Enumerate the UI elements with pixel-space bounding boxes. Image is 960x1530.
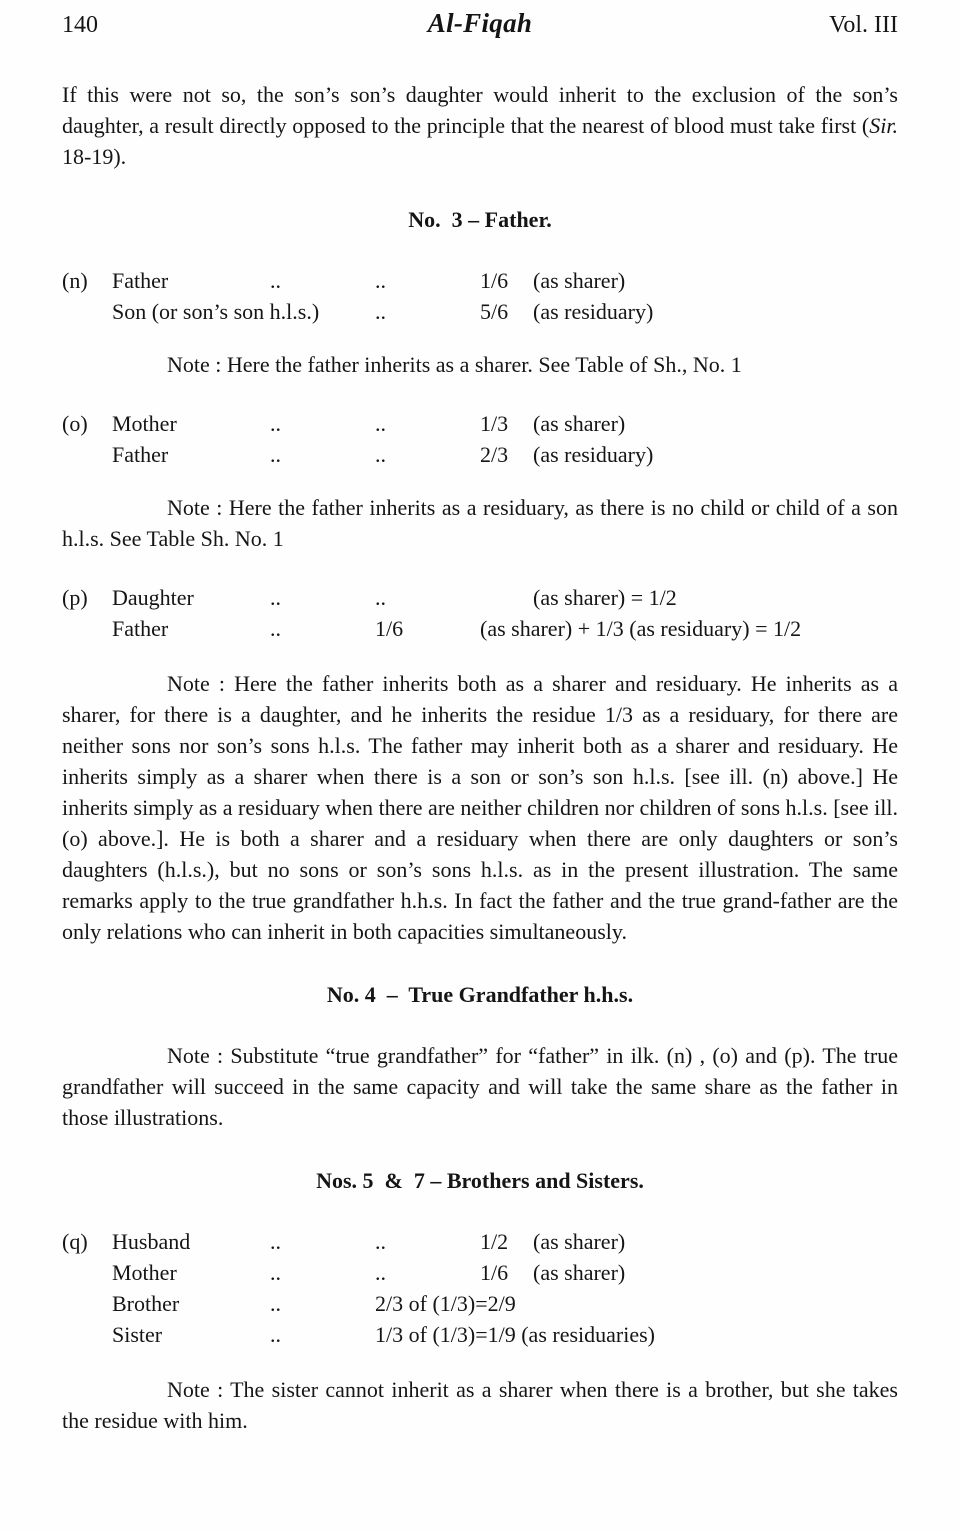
note-paragraph-q: Note : The sister cannot inherit as a sharer when there is a brother, but she takes the residue with him. — [62, 1377, 898, 1433]
heir-name: Husband — [112, 1229, 191, 1254]
share-capacity: (as residuary) — [533, 299, 654, 324]
share-capacity: (as residuary) — [533, 442, 654, 467]
label-spacer — [62, 296, 112, 327]
label-spacer — [62, 613, 112, 644]
share-value: 1/3 — [480, 411, 509, 436]
share-value: 1/2 — [480, 1229, 509, 1254]
label-spacer — [62, 439, 112, 470]
heir-name: Brother — [112, 1291, 180, 1316]
heir-name: Father — [112, 268, 169, 293]
citation-italic: Sir. — [869, 113, 898, 138]
table-row — [62, 265, 898, 296]
table-row — [62, 408, 898, 439]
label-spacer — [62, 1288, 112, 1319]
dots-leader: .. — [375, 1229, 386, 1254]
share-value: 2/3 — [480, 442, 509, 467]
heir-name: Mother — [112, 411, 177, 436]
share-capacity: (as sharer) — [533, 268, 626, 293]
dots-leader: .. — [270, 1291, 281, 1316]
intro-text-after: 18-19). — [62, 144, 127, 169]
volume-label: Vol. III — [829, 12, 898, 38]
page-number: 140 — [62, 12, 98, 38]
heir-name: Mother — [112, 1260, 177, 1285]
dots-leader: .. — [270, 442, 281, 467]
label-spacer — [62, 1319, 112, 1350]
inheritance-table-q — [62, 1226, 898, 1350]
heir-name: Daughter — [112, 585, 194, 610]
heir-name: Sister — [112, 1322, 163, 1347]
heir-name: Father — [112, 616, 169, 641]
table-row — [62, 296, 898, 327]
dots-leader: .. — [375, 585, 386, 610]
share-spacer — [480, 582, 533, 613]
share-result: 2/3 of (1/3)=2/9 — [375, 1291, 516, 1316]
page-header — [62, 8, 898, 41]
label-spacer — [62, 1257, 112, 1288]
note-paragraph-grandfather: Note : Substitute “true grandfather” for “father” in ilk. (n) , (o) and (p). The true grandfather will succeed in the same capacity and will take the same share as the father in those illustrations. — [62, 1043, 898, 1130]
dots-leader: .. — [270, 1260, 281, 1285]
note-paragraph-o: Note : Here the father inherits as a residuary, as there is no child or child of a son h.l.s. See Table Sh. No. 1 — [62, 495, 898, 551]
table-row — [62, 1319, 898, 1350]
heir-name: Father — [112, 442, 169, 467]
share-result: (as sharer) + 1/3 (as residuary) = 1/2 — [480, 616, 802, 641]
dots-leader: .. — [375, 1260, 386, 1285]
dots-leader: .. — [375, 411, 386, 436]
share-capacity: (as sharer) — [533, 411, 626, 436]
table-row — [62, 613, 898, 644]
share-capacity: (as sharer) — [533, 1229, 626, 1254]
section-heading-father: No. 3 – Father. — [408, 207, 552, 232]
table-row — [62, 1226, 898, 1257]
share-capacity: (as sharer) — [533, 1260, 626, 1285]
table-row — [62, 439, 898, 470]
table-row — [62, 582, 898, 613]
illustration-label: (q) — [62, 1229, 88, 1254]
share-result: (as sharer) = 1/2 — [533, 585, 677, 610]
illustration-label: (p) — [62, 585, 88, 610]
table-row — [62, 1288, 898, 1319]
share-value: 1/6 — [375, 616, 404, 641]
share-value: 1/6 — [480, 268, 509, 293]
share-value: 5/6 — [480, 299, 509, 324]
inheritance-table-o — [62, 408, 898, 470]
inheritance-table-p — [62, 582, 898, 644]
share-value: 1/6 — [480, 1260, 509, 1285]
section-heading-grandfather: No. 4 – True Grandfather h.h.s. — [326, 982, 634, 1007]
dots-leader: .. — [375, 442, 386, 467]
note-paragraph-n: Note : Here the father inherits as a sharer. See Table of Sh., No. 1 — [167, 352, 742, 377]
illustration-label: (n) — [62, 268, 88, 293]
dots-leader: .. — [270, 616, 281, 641]
intro-paragraph — [62, 79, 898, 172]
book-title: Al-Fiqah — [427, 8, 533, 38]
dots-leader: .. — [270, 1322, 281, 1347]
dots-leader: .. — [375, 299, 386, 324]
dots-leader: .. — [375, 268, 386, 293]
heir-name: Son (or son’s son h.l.s.) — [112, 299, 320, 324]
dots-leader: .. — [270, 585, 281, 610]
share-result: 1/3 of (1/3)=1/9 (as residuaries) — [375, 1322, 655, 1347]
inheritance-table-n — [62, 265, 898, 327]
illustration-label: (o) — [62, 411, 88, 436]
dots-leader: .. — [270, 268, 281, 293]
intro-text-before: If this were not so, the son’s son’s daughter would inherit to the exclusion of the son’s daughter, a result directly opposed to the principle that the nearest of blood must take first ( — [62, 82, 898, 138]
note-paragraph-p: Note : Here the father inherits both as a sharer and residuary. He inherits as a sharer, for there is a daughter, and he inherits the residue 1/3 as a residuary, for there are neither sons nor son’s sons h.l.s. The father may inherit both as a sharer and residuary. He inherits simply as a sharer when there is a son or son’s son h.l.s. [see ill. (n) above.] He inherits simply as a residuary when there are neither children nor children of sons h.l.s. [see ill. (o) above.]. He is both a sharer and a residuary when there are only daughters or son’s daughters (h.l.s.), but no sons or son’s sons h.l.s. as in the present illustration. The same remarks apply to the true grandfather h.h.s. In fact the father and the true grand-father are the only relations who can inherit in both capacities simultaneously. — [62, 671, 898, 944]
dots-leader: .. — [270, 411, 281, 436]
section-heading-brothers-sisters: Nos. 5 & 7 – Brothers and Sisters. — [316, 1168, 644, 1193]
dots-leader: .. — [270, 1229, 281, 1254]
table-row — [62, 1257, 898, 1288]
